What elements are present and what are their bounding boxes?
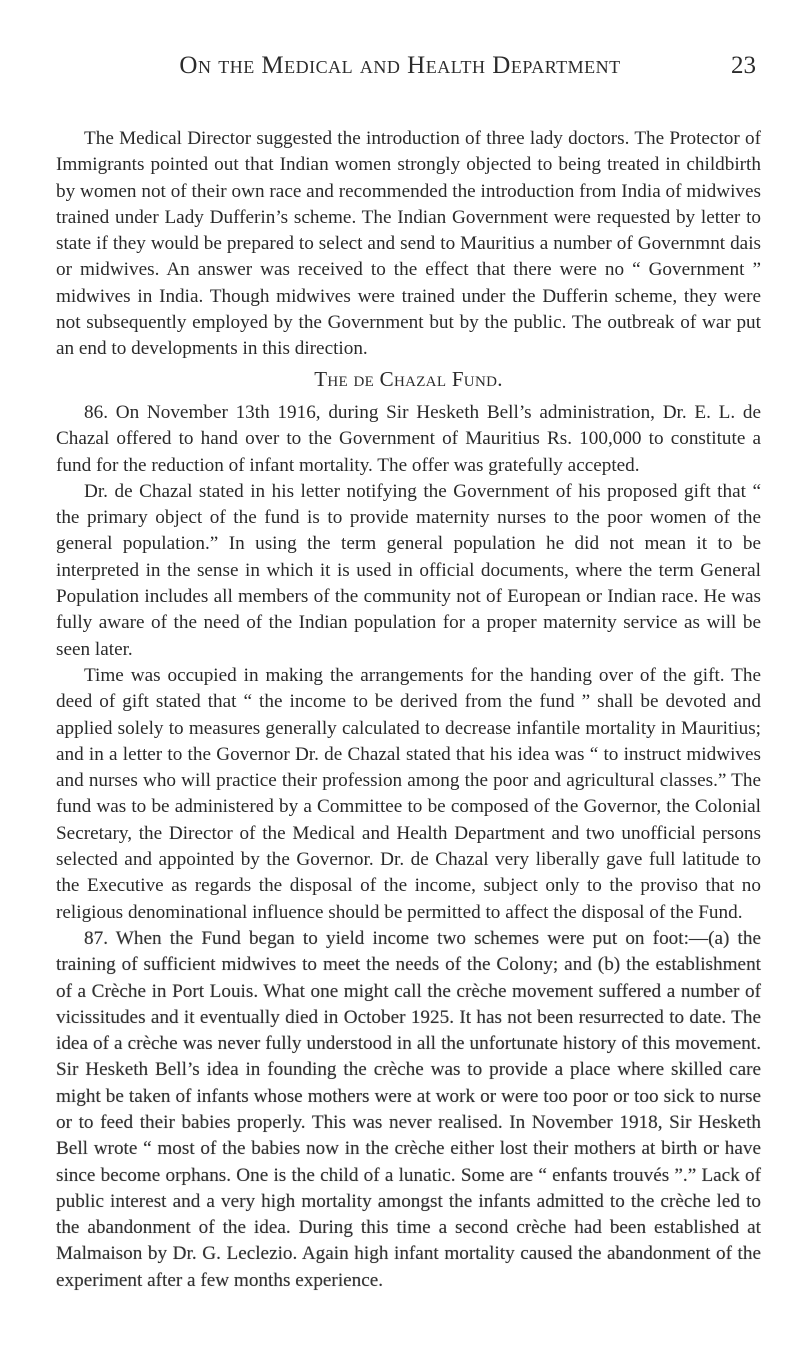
paragraph-87: 87. When the Fund began to yield income two schemes were put on foot:—(a) the training of sufficient midwives to meet the needs of the Colony; and (b) the establishment of a Crèche in Port Louis. What one might call the crèche movement suffered a number of vicissitudes and it eventually died in October 1925. It has not been resurrected to date. The idea of a crèche was never fully understood in all the unfortunate history of this movement. Sir Hesketh Bell’s idea in founding the crèche was to provide a place where skilled care might be taken of infants whose mothers were at work or were too poor or too sick to nurse or to feed their babies properly. This was never realised. In November 1918, Sir Hesketh Bell wrote “ most of the babies now in the crèche either lost their mothers at birth or have since become orphans. One is the child of a lunatic. Some are “ enfants trouvés ”.” Lack of public interest and a very high mortality amongst the infants admitted to the crèche led to the abandonment of the idea. During this time a second crèche had been established at Malmaison by Dr. G. Leclezio. Again high infant mortality caused the abandonment of the experiment after a few months experience. (56, 927, 761, 1291)
page-number: 23 (731, 52, 756, 79)
paragraph-86-gift-letter: Dr. de Chazal stated in his letter notifying the Government of his proposed gift that “ the primary object of the fund is to provide maternity nurses to the poor women of the general population.” In using the term general population he did not mean it to be interpreted in the sense in which it is used in official documents, where the term General Population includes all members of the community not of European or Indian race. He was fully aware of the need of the Indian population for a proper maternity service as will be seen later. (56, 480, 761, 660)
paragraph-86-deed-of-gift: Time was occupied in making the arrangements for the handing over of the gift. The deed of gift stated that “ the income to be derived from the fund ” shall be devoted and applied solely to measures generally calculated to decrease infantile mortality in Mauritius; and in a letter to the Governor Dr. de Chazal stated that his idea was “ to instruct midwives and nurses who will practice their profession among the poor and agricultural classes.” The fund was to be administered by a Committee to be composed of the Governor, the Colonial Secretary, the Director of the Medical and Health Department and two unofficial persons selected and appointed by the Governor. Dr. de Chazal very liberally gave full latitude to the Executive as regards the disposal of the income, subject only to the proviso that no religious denominational influence should be permitted to affect the disposal of the Fund. (56, 664, 761, 923)
running-title: On the Medical and Health Department (179, 52, 621, 79)
running-header (0, 52, 800, 92)
paragraph-86: 86. On November 13th 1916, during Sir Hesketh Bell’s administration, Dr. E. L. de Chazal offered to hand over to the Government of Mauritius Rs. 100,000 to constitute a fund for the reduction of infant mortality. The offer was gratefully accepted. (56, 401, 761, 476)
paragraph-intro: The Medical Director suggested the introduction of three lady doctors. The Protector of Immigrants pointed out that Indian women strongly objected to being treated in childbirth by women not of their own race and recommended the introduction from India of midwives trained under Lady Dufferin’s scheme. The Indian Government were requested by letter to state if they would be prepared to select and send to Mauritius a number of Governmnt dais or midwives. An answer was received to the effect that there were no “ Government ” midwives in India. Though midwives were trained under the Dufferin scheme, they were not subsequently employed by the Government but by the public. The outbreak of war put an end to developments in this direction. (56, 128, 761, 360)
section-heading: The de Chazal Fund. (314, 366, 503, 391)
body-text (56, 126, 761, 1294)
